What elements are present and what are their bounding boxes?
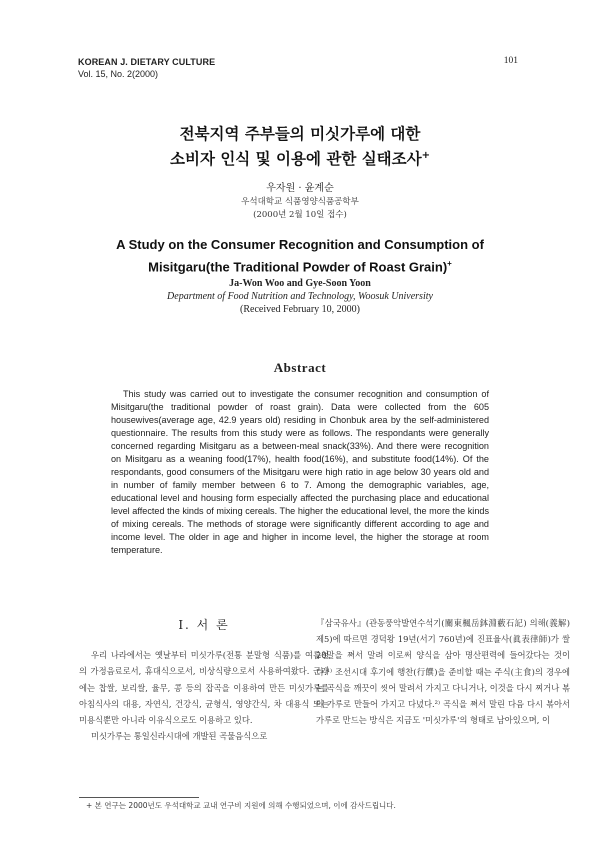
body-paragraph: 미싯가루는 통일신라시대에 개발된 곡물음식으로	[91, 731, 268, 742]
body-paragraph: 우리 나라에서는 옛날부터 미싯가루(전통 분말형 식품)를 여름철의 가정음료로서, 휴대식으로서, 비상식량으로서 사용하여왔다. 근래에는 찹쌀, 보리쌀, 율무, 콩 등의 잡곡을 이용하여 만든 미싯가루를 아침식사의 대용, 자연식, 건강식, 균형식, 영양간식, 차 대용식 또는 미용식뿐만 아니라 이유식으로도 이용하고 있다.	[79, 650, 329, 726]
korean-title-marker: +	[421, 150, 430, 161]
english-title-line1: A Study on the Consumer Recognition and Consumption of	[116, 237, 484, 252]
korean-title-line2: 소비자 인식 및 이용에 관한 실태조사	[170, 150, 422, 169]
journal-name: KOREAN J. DIETARY CULTURE	[78, 57, 216, 67]
english-title-line2-wrap	[0, 254, 600, 276]
korean-authors: 우자원 · 윤계순	[266, 183, 334, 194]
english-authors: Ja-Won Woo and Gye-Soon Yoon	[229, 278, 371, 289]
english-title-marker: +	[447, 259, 452, 268]
footnote-rule	[79, 797, 199, 798]
body-left-column	[79, 614, 329, 744]
footnote: + 본 연구는 2000년도 우석대학교 교내 연구비 지원에 의해 수행되었으며, 이에 감사드립니다.	[86, 801, 396, 810]
body-right-column	[316, 615, 570, 728]
korean-title	[0, 124, 600, 170]
korean-title-line2-wrap	[0, 145, 600, 170]
journal-volume: Vol. 15, No. 2(2000)	[78, 69, 159, 79]
abstract-heading: Abstract	[273, 360, 327, 375]
korean-received: (2000년 2월 10일 접수)	[253, 210, 347, 220]
english-title	[0, 235, 600, 276]
korean-affiliation-block	[0, 196, 600, 222]
body-paragraph: 『삼국유사』(관동풍악발연수석기(關東楓岳鉢淵藪石記) 의해(義解) 제5)에 따르면 경덕왕 19년(서기 760년)에 진표율사(眞表律師)가 쌀 20말을 쪄서 말려 이로써 양식을 삼아 명산편력에 들어갔다는 것이다.¹⁾ 조선시대 후기에 행찬(行饌)을 준비할 때는 주식(主食)의 경우에는 곡식을 깨끗이 씻어 말려서 가지고 다니거나, 이것을 다시 찌거나 볶아 가루로 만들어 가지고 다녔다.²⁾ 곡식을 쪄서 말린 다음 다시 볶아서 가루로 만드는 방식은 지금도 '미싯가루'의 형태로 남아있으며, 이	[316, 618, 570, 726]
abstract-text: This study was carried out to investigate the consumer recognition and consumption of Misitgaru(the traditional powder of roast grain). Data were collected from the 605 housewives(average age, 42.9 years old) residing in Chonbuk area by the self-administered questionnaire. The results from this study were as follows. The respondants were generally concerned regarding Misitgaru as a between-meal snack(33%). And there were recognition on Misitgaru as a weaning food(17%), health food(16%), and substitute food(14%). Of the respondants, good consumers of the Misitgaru were high ratio in age below 30 years old and in number of family member between 6 to 7. Among the demographic variables, age, educational level and housing form especially affected the purchasing place and educational level affected the kinds of mixing cereals. The higher the educational level, the more the kinds of mixing cereals. The methods of storage were significantly different according to age and income level. The older in age and higher in income level, the higher the storage at room temperature.	[111, 389, 489, 555]
english-affiliation: Department of Food Nutrition and Technology, Woosuk University	[167, 291, 433, 302]
english-title-line2: Misitgaru(the Traditional Powder of Roast Grain)	[148, 259, 448, 275]
english-received: (Received February 10, 2000)	[240, 303, 360, 315]
korean-title-line1: 전북지역 주부들의 미싯가루에 대한	[179, 125, 421, 143]
korean-affiliation: 우석대학교 식품영양식품공학부	[241, 197, 359, 207]
english-affiliation-block	[0, 291, 600, 316]
section-heading: I. 서 론	[178, 618, 230, 632]
page-number: 101	[503, 56, 518, 66]
journal-header	[78, 56, 215, 80]
